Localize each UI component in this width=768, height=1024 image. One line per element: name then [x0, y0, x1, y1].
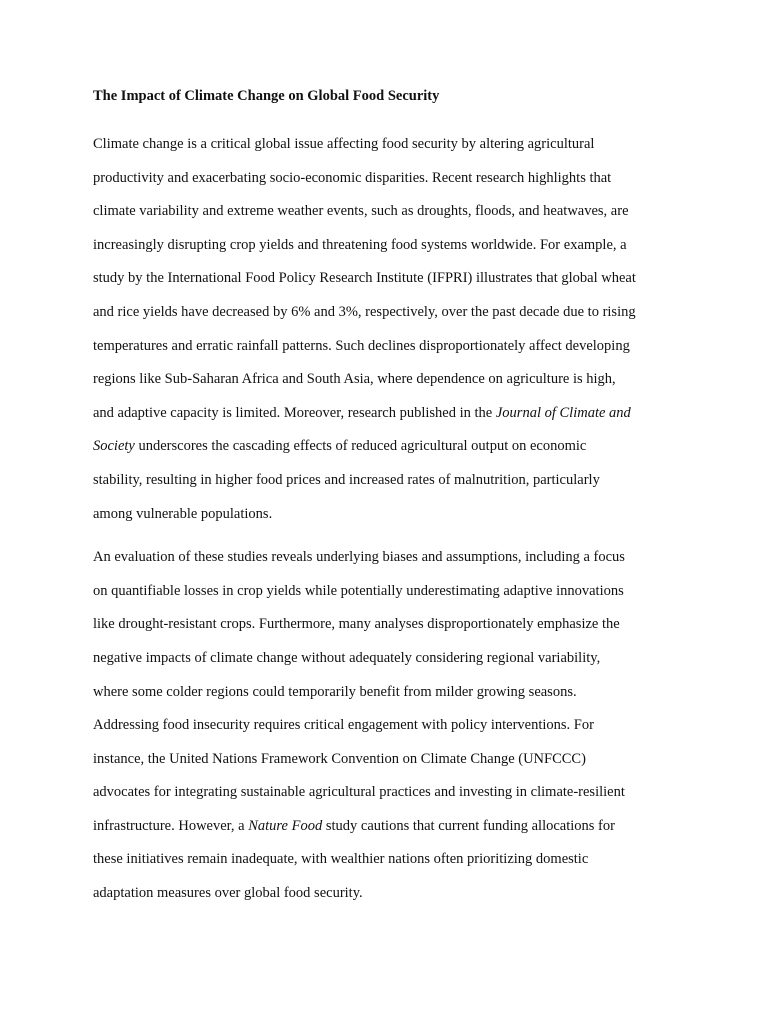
text-run: study cautions that current funding allocations for: [322, 817, 615, 834]
text-run: study by the International Food Policy Research Institute (IFPRI) illustrates that global wheat: [93, 270, 636, 287]
paragraph: [93, 128, 678, 531]
document-page: [93, 85, 678, 927]
text-line: [93, 330, 678, 364]
italic-text: Journal of Climate and: [495, 404, 631, 421]
text-run: regions like Sub-Saharan Africa and South Asia, where dependence on agriculture is high,: [93, 371, 616, 388]
text-line: [93, 397, 678, 431]
text-run: Addressing food insecurity requires critical engagement with policy interventions. For: [93, 717, 594, 734]
text-line: [93, 128, 678, 162]
text-line: [93, 464, 678, 498]
text-run: instance, the United Nations Framework Convention on Climate Change (UNFCCC): [93, 750, 586, 767]
text-line: [93, 363, 678, 397]
text-line: [93, 608, 678, 642]
text-line: [93, 843, 678, 877]
text-run: increasingly disrupting crop yields and threatening food systems worldwide. For example, a: [93, 236, 627, 253]
text-line: [93, 810, 678, 844]
text-run: climate variability and extreme weather events, such as droughts, floods, and heatwaves, are: [93, 203, 629, 220]
text-line: [93, 676, 678, 710]
text-run: adaptation measures over global food security.: [93, 885, 363, 902]
text-run: like drought-resistant crops. Furthermore, many analyses disproportionately emphasize the: [93, 616, 620, 633]
text-run: and adaptive capacity is limited. Moreover, research published in the: [93, 404, 496, 421]
text-line: [93, 776, 678, 810]
text-run: on quantifiable losses in crop yields while potentially underestimating adaptive innovations: [93, 582, 624, 599]
text-line: [93, 229, 678, 263]
text-run: An evaluation of these studies reveals underlying biases and assumptions, including a focus: [93, 549, 625, 566]
text-run: temperatures and erratic rainfall patterns. Such declines disproportionately affect developing: [93, 337, 630, 354]
text-run: advocates for integrating sustainable agricultural practices and investing in climate-resilient: [93, 784, 625, 801]
text-line: [93, 195, 678, 229]
text-line: [93, 498, 678, 532]
italic-text: Nature Food: [248, 817, 323, 834]
text-run: underscores the cascading effects of reduced agricultural output on economic: [134, 438, 587, 455]
text-line: [93, 877, 678, 911]
text-run: infrastructure. However, a: [93, 817, 249, 834]
text-run: among vulnerable populations.: [93, 505, 273, 522]
text-line: [93, 296, 678, 330]
text-line: [93, 709, 678, 743]
text-line: [93, 541, 678, 575]
text-line: [93, 743, 678, 777]
text-line: [93, 575, 678, 609]
text-line: [93, 162, 678, 196]
document-title: The Impact of Climate Change on Global Food Security: [93, 88, 440, 104]
text-run: negative impacts of climate change without adequately considering regional variability,: [93, 649, 601, 666]
text-run: and rice yields have decreased by 6% and 3%, respectively, over the past decade due to rising: [93, 303, 636, 320]
text-line: [93, 430, 678, 464]
document-body: [93, 128, 678, 911]
text-line: [93, 642, 678, 676]
text-run: stability, resulting in higher food prices and increased rates of malnutrition, particularly: [93, 471, 600, 488]
text-run: Climate change is a critical global issue affecting food security by altering agricultural: [93, 136, 595, 152]
text-run: these initiatives remain inadequate, with wealthier nations often prioritizing domestic: [93, 851, 589, 868]
italic-text: Society: [93, 438, 135, 455]
text-run: where some colder regions could temporarily benefit from milder growing seasons.: [93, 683, 577, 700]
text-line: [93, 262, 678, 296]
paragraph: [93, 541, 678, 911]
text-run: productivity and exacerbating socio-economic disparities. Recent research highlights that: [93, 169, 612, 186]
